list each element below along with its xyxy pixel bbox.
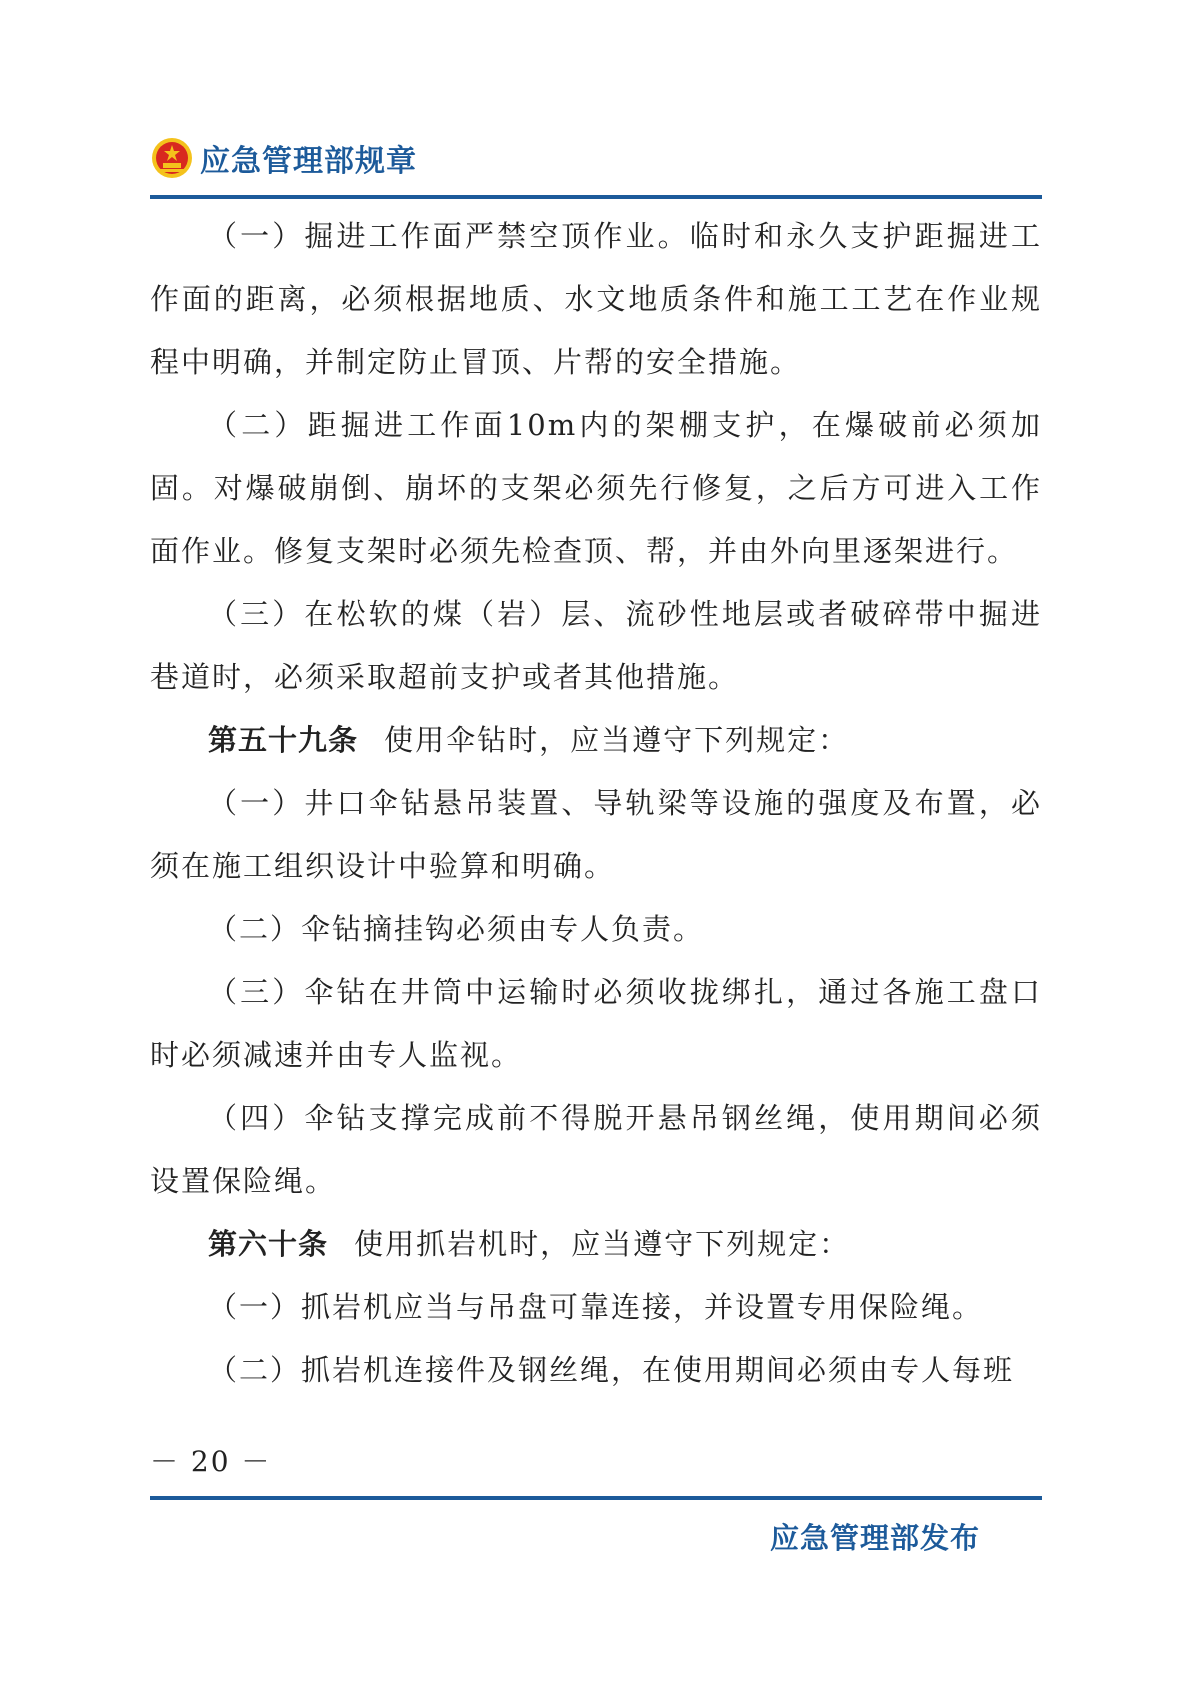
header-rule <box>150 195 1042 199</box>
paragraph: （一）抓岩机应当与吊盘可靠连接，并设置专用保险绳。 <box>208 1290 984 1324</box>
paragraph: （二）抓岩机连接件及钢丝绳，在使用期间必须由专人每班 <box>208 1353 1015 1387</box>
footer-rule <box>150 1496 1042 1500</box>
paragraph: （一）掘进工作面严禁空顶作业。临时和永久支护距掘进工作面的距离，必须根据地质、水文地质条件和施工工艺在作业规程中明确，并制定防止冒顶、片帮的安全措施。 <box>150 219 1042 379</box>
article-paragraph: 第六十条 使用抓岩机时，应当遵守下列规定： <box>208 1227 851 1261</box>
article-number: 第六十条 <box>208 1227 329 1261</box>
article-paragraph: 第五十九条 使用伞钻时，应当遵守下列规定： <box>208 723 850 757</box>
page-header <box>150 128 417 188</box>
paragraph: （三）伞钻在井筒中运输时必须收拢绑扎，通过各施工盘口时必须减速并由专人监视。 <box>150 975 1042 1072</box>
national-emblem-icon <box>150 136 194 180</box>
paragraph: （四）伞钻支撑完成前不得脱开悬吊钢丝绳，使用期间必须设置保险绳。 <box>150 1101 1042 1198</box>
document-body <box>150 205 1042 1402</box>
paragraph: （一）井口伞钻悬吊装置、导轨梁等设施的强度及布置，必须在施工组织设计中验算和明确。 <box>150 786 1042 883</box>
article-number: 第五十九条 <box>208 723 359 757</box>
paragraph: （三）在松软的煤（岩）层、流砂性地层或者破碎带中掘进巷道时，必须采取超前支护或者其他措施。 <box>150 597 1042 694</box>
publisher-label: 应急管理部发布 <box>770 1521 981 1555</box>
page-number: － 20 － <box>150 1445 272 1478</box>
paragraph: （二）距掘进工作面10m内的架棚支护，在爆破前必须加固。对爆破崩倒、崩坏的支架必须先行修复，之后方可进入工作面作业。修复支架时必须先检查顶、帮，并由外向里逐架进行。 <box>150 408 1042 568</box>
paragraph: （二）伞钻摘挂钩必须由专人负责。 <box>208 912 705 946</box>
header-title: 应急管理部规章 <box>200 144 417 179</box>
